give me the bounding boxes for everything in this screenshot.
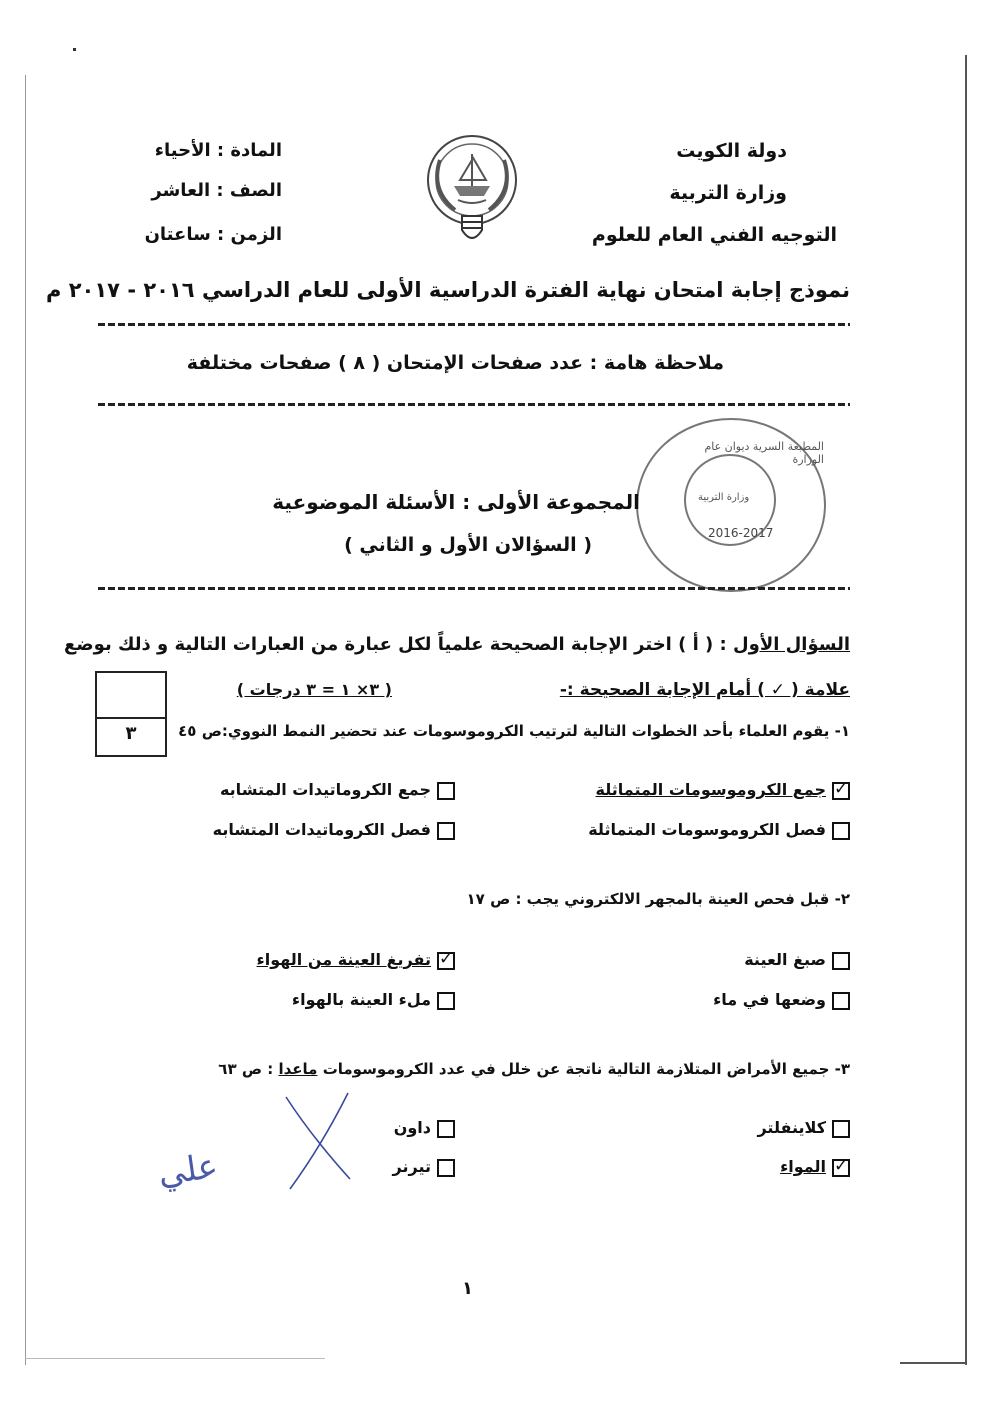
score-box-value: ٣ xyxy=(125,723,137,744)
kuwait-emblem-icon xyxy=(420,130,524,248)
mark-instruction xyxy=(560,680,850,700)
item3-stem xyxy=(218,1060,850,1078)
directorate-name: التوجيه الفني العام للعلوم xyxy=(591,224,837,246)
stamp-ring-text: المطبعة السرية ديوان عام الوزارة xyxy=(704,440,824,466)
checkbox-checked-icon[interactable] xyxy=(437,952,455,970)
checkbox-icon[interactable] xyxy=(437,782,455,800)
checkbox-icon[interactable] xyxy=(832,952,850,970)
option-text: تفريغ العينة من الهواء xyxy=(256,950,431,969)
score-box xyxy=(95,671,167,757)
option-text: المواء xyxy=(780,1157,826,1176)
option-text: تيرنر xyxy=(392,1157,431,1176)
official-stamp xyxy=(636,418,826,592)
stamp-inner-text: وزارة التربية xyxy=(698,492,750,503)
item1-option-b[interactable] xyxy=(220,780,455,800)
checkbox-icon[interactable] xyxy=(832,992,850,1010)
option-text: فصل الكروماتيدات المتشابه xyxy=(212,820,431,839)
question1-instruction: : ( أ ) اختر الإجابة الصحيحة علمياً لكل عبارة من العبارات التالية و ذلك بوضع xyxy=(63,634,727,655)
exam-title: نموذج إجابة امتحان نهاية الفترة الدراسية الأولى للعام الدراسي ٢٠١٦ - ٢٠١٧ م xyxy=(46,278,850,302)
item3-stem-except: ماعدا xyxy=(278,1060,318,1078)
option-text: داون xyxy=(393,1118,431,1137)
item3-option-a[interactable] xyxy=(757,1118,850,1138)
question1-label: السؤال الأول xyxy=(733,634,850,655)
country-name: دولة الكويت xyxy=(676,140,787,162)
item3-stem-page: : ص ٦٣ xyxy=(218,1060,274,1078)
item1-option-c[interactable] xyxy=(588,820,850,840)
option-text: صبغ العينة xyxy=(744,950,826,969)
option-text: جمع الكروموسومات المتماثلة xyxy=(595,780,826,799)
duration-label: الزمن : ساعتان xyxy=(144,224,282,245)
checkbox-icon[interactable] xyxy=(437,992,455,1010)
question1-line xyxy=(64,634,850,655)
score-box-divider xyxy=(97,717,165,719)
checkbox-icon[interactable] xyxy=(437,1159,455,1177)
frame-left-border xyxy=(25,75,26,1365)
divider-1 xyxy=(98,323,850,326)
item1-stem: ١- يقوم العلماء بأحد الخطوات التالية لترتيب الكروموسومات عند تحضير النمط النووي:ص ٤٥ xyxy=(178,722,850,740)
item1-option-d[interactable] xyxy=(213,820,455,840)
item3-option-d[interactable] xyxy=(393,1157,455,1177)
item2-option-a[interactable] xyxy=(744,950,850,970)
divider-3 xyxy=(98,587,850,590)
divider-2 xyxy=(98,403,850,406)
item2-stem: ٢- قبل فحص العينة بالمجهر الالكتروني يجب : ص ١٧ xyxy=(466,890,850,908)
item2-option-c[interactable] xyxy=(713,990,850,1010)
mark-instruction-text: علامة ( ✓ ) أمام الإجابة الصحيحة :- xyxy=(559,680,850,700)
grade-label: الصف : العاشر xyxy=(151,180,282,201)
option-text: ملء العينة بالهواء xyxy=(291,990,431,1009)
checkbox-icon[interactable] xyxy=(437,1120,455,1138)
option-text: جمع الكروماتيدات المتشابه xyxy=(219,780,431,799)
score-formula: ( ٣× ١ = ٣ درجات ) xyxy=(236,680,392,699)
ministry-name: وزارة التربية xyxy=(669,182,787,204)
checkbox-icon[interactable] xyxy=(832,1120,850,1138)
frame-right-border xyxy=(965,55,967,1365)
option-text: وضعها في ماء xyxy=(713,990,826,1009)
group-title: المجموعة الأولى : الأسئلة الموضوعية xyxy=(272,490,640,514)
important-note: ملاحظة هامة : عدد صفحات الإمتحان ( ٨ ) صفحات مختلفة xyxy=(186,352,724,374)
page-number: ١ xyxy=(462,1278,473,1299)
item3-option-c[interactable] xyxy=(780,1157,850,1177)
checkbox-icon[interactable] xyxy=(832,822,850,840)
checkbox-checked-icon[interactable] xyxy=(832,782,850,800)
item3-stem-main: ٣- جميع الأمراض المتلازمة التالية ناتجة عن خلل في عدد الكروموسومات xyxy=(322,1060,850,1078)
handwritten-cross-icon xyxy=(270,1085,370,1195)
item2-option-b[interactable] xyxy=(257,950,455,970)
group-subtitle: ( السؤالان الأول و الثاني ) xyxy=(344,534,592,556)
frame-bottom-border xyxy=(900,1362,966,1364)
item3-option-b[interactable] xyxy=(394,1118,455,1138)
item1-option-a[interactable] xyxy=(596,780,850,800)
frame-bottom-left xyxy=(25,1358,325,1359)
subject-label: المادة : الأحياء xyxy=(154,140,282,161)
checkbox-icon[interactable] xyxy=(437,822,455,840)
checkbox-checked-icon[interactable] xyxy=(832,1159,850,1177)
handwritten-signature: علي xyxy=(155,1146,221,1194)
option-text: فصل الكروموسومات المتماثلة xyxy=(588,820,826,839)
option-text: كلاينفلتر xyxy=(757,1118,826,1137)
item2-option-d[interactable] xyxy=(292,990,455,1010)
scan-mark xyxy=(73,48,76,51)
stamp-year: 2016-2017 xyxy=(708,526,774,540)
